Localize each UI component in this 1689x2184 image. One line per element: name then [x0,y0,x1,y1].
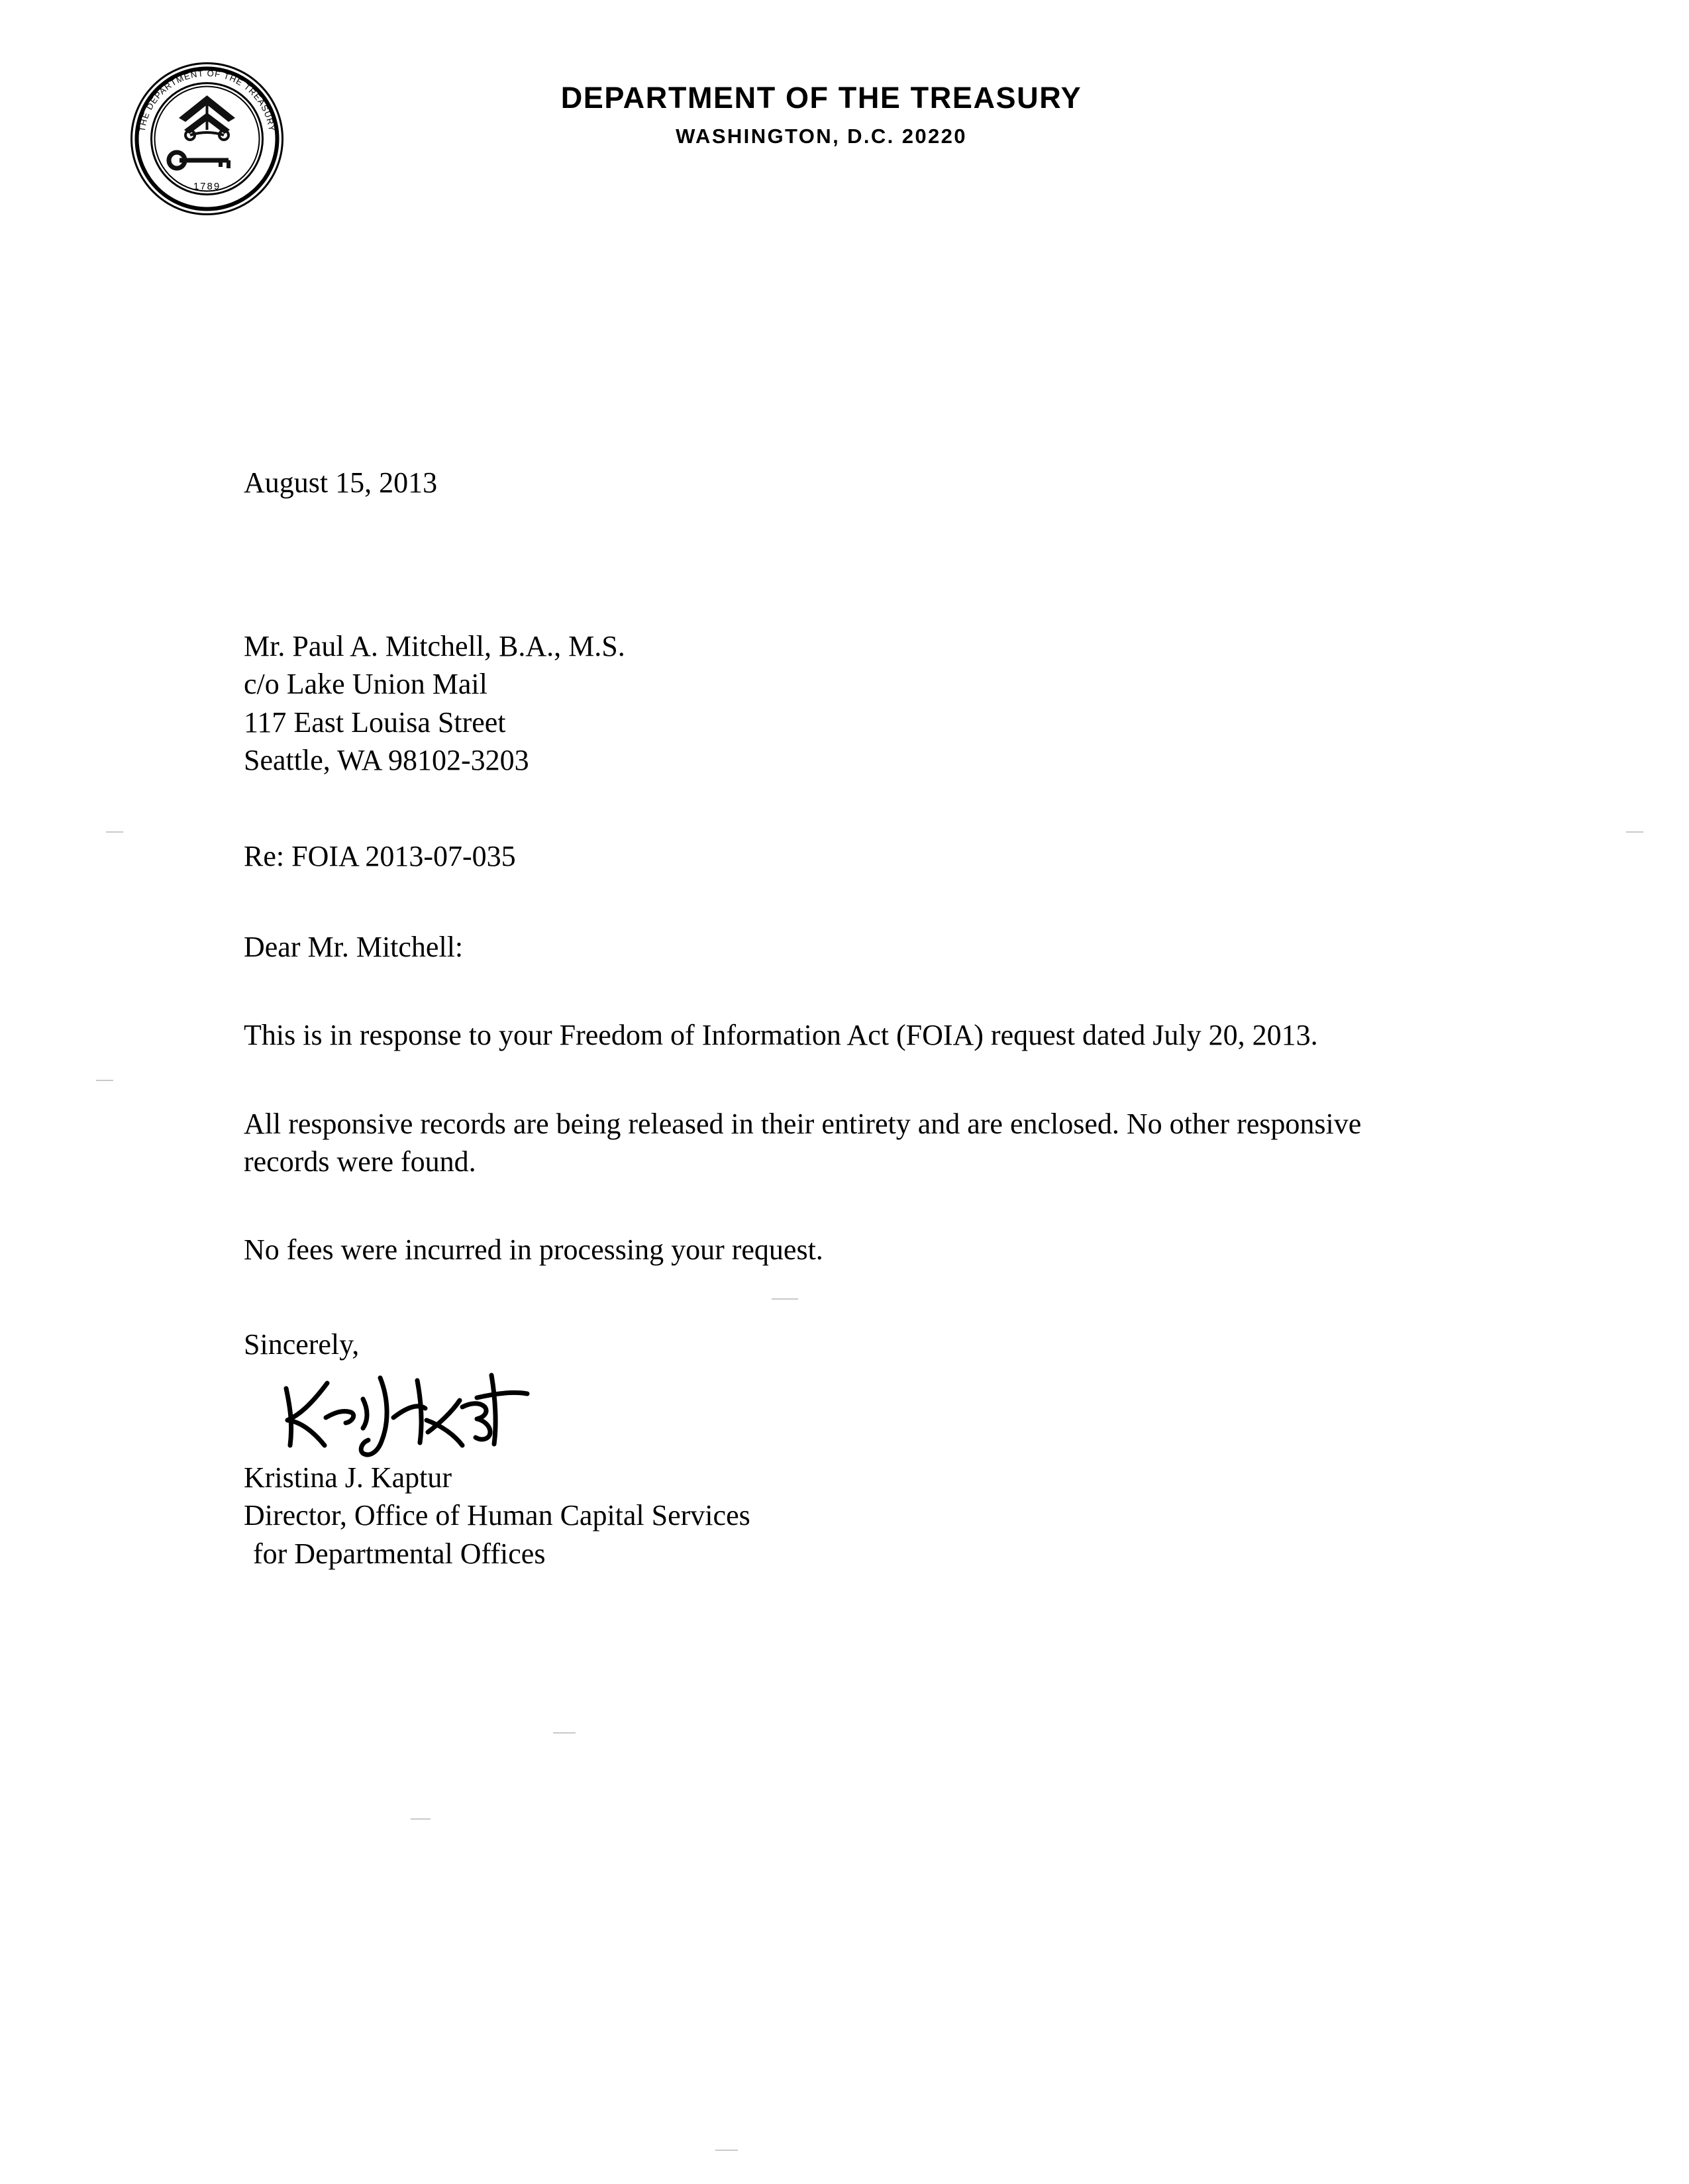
scan-artifact [772,1298,798,1300]
salutation: Dear Mr. Mitchell: [244,931,464,964]
signer-title: Director, Office of Human Capital Services [244,1499,750,1532]
scan-artifact [411,1818,431,1820]
signer-block [244,1459,1429,1573]
scan-artifact [1626,831,1643,833]
addressee-line: Seattle, WA 98102-3203 [244,743,529,776]
agency-city: WASHINGTON, D.C. 20220 [676,125,967,148]
addressee-line: Mr. Paul A. Mitchell, B.A., M.S. [244,630,625,663]
signer-office: for Departmental Offices [253,1537,546,1570]
treasury-seal-icon [129,61,285,217]
signer-name: Kristina J. Kaptur [244,1461,452,1494]
addressee-block [244,627,1429,779]
body-paragraph-2: All responsive records are being released in their entirety and are enclosed. No other responsive records were found. [244,1107,1362,1178]
letter-body [244,464,1429,1573]
subject-reference-line: Re: FOIA 2013-07-035 [244,839,516,872]
agency-title-block [424,81,1219,148]
agency-name: DEPARTMENT OF THE TREASURY [560,81,1082,115]
handwritten-signature [264,1371,1429,1471]
addressee-line: 117 East Louisa Street [244,705,506,739]
scan-artifact [96,1080,113,1081]
scan-artifact [106,831,123,833]
body-paragraph-1: This is in response to your Freedom of Information Act (FOIA) request dated July 20, 2013. [244,1019,1318,1052]
svg-text:THE DEPARTMENT OF THE TREASURY: THE DEPARTMENT OF THE TREASURY [136,68,278,132]
svg-text:1789: 1789 [193,181,221,192]
scan-artifact [715,2150,738,2151]
body-paragraph-3: No fees were incurred in processing your request. [244,1233,823,1266]
addressee-line: c/o Lake Union Mail [244,668,487,701]
closing: Sincerely, [244,1328,360,1361]
scan-artifact [553,1732,576,1734]
letter-date: August 15, 2013 [244,466,438,499]
letterhead [0,53,1689,225]
